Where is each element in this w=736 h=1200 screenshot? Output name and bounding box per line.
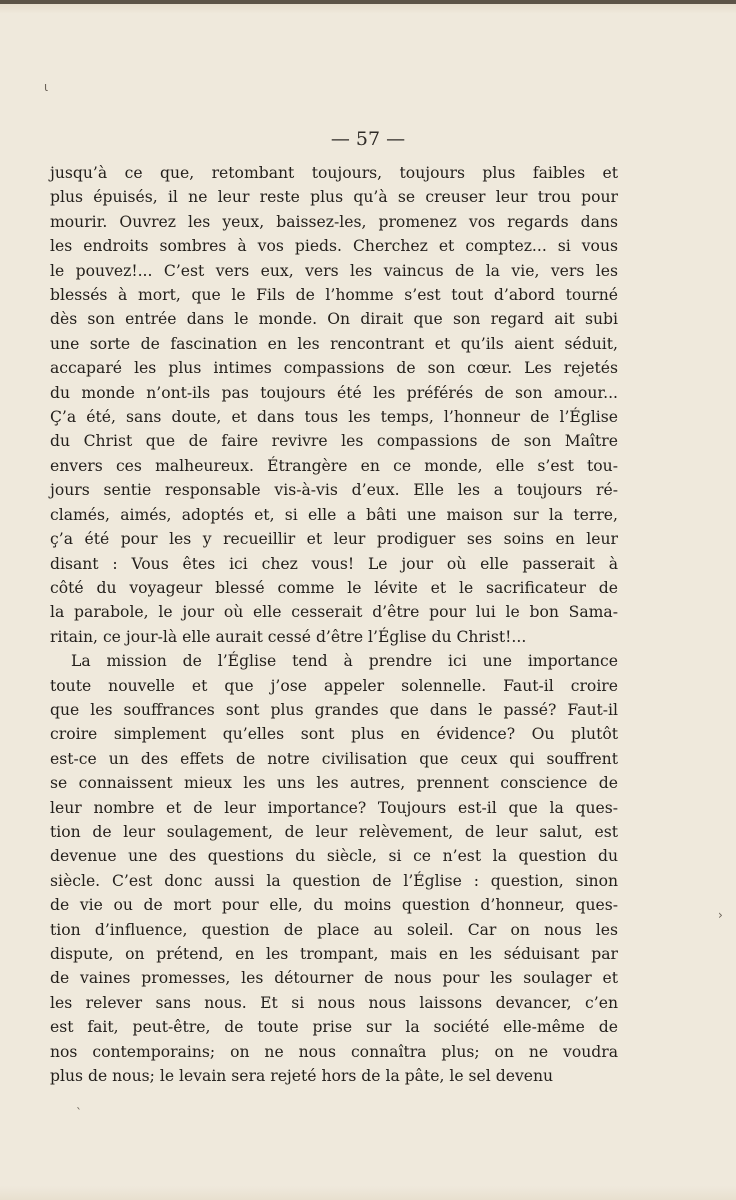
text-line: de vie ou de mort pour elle, du moins question d’honneur, ques- (50, 896, 618, 915)
text-line: mourir. Ouvrez les yeux, baissez-les, promenez vos regards dans (50, 212, 618, 231)
text-line: les endroits sombres à vos pieds. Cherchez et comptez... si vous (50, 237, 618, 256)
text-line: le pouvez!... C’est vers eux, vers les vaincus de la vie, vers les (50, 261, 618, 280)
text-line: que les souffrances sont plus grandes que dans le passé? Faut-il (50, 700, 618, 719)
text-line: tion de leur soulagement, de leur relèvement, de leur salut, est (50, 822, 618, 841)
text-line: accaparé les plus intimes compassions de son cœur. Les rejetés (50, 359, 618, 378)
text-line: plus épuisés, il ne leur reste plus qu’à se creuser leur trou pour (50, 188, 618, 207)
text-line: devenue une des questions du siècle, si ce n’est la question du (50, 847, 618, 866)
text-line: jusqu’à ce que, retombant toujours, toujours plus faibles et (50, 164, 618, 182)
text-line: leur nombre et de leur importance? Toujours est-il que la ques- (50, 798, 618, 817)
text-line: est-ce un des effets de notre civilisation que ceux qui souffrent (50, 749, 618, 768)
text-line: du monde n’ont-ils pas toujours été les préférés de son amour... (50, 383, 618, 402)
text-line: clamés, aimés, adoptés et, si elle a bâti une maison sur la terre, (50, 505, 618, 524)
text-line: ritain, ce jour-là elle aurait cessé d’être l’Église du Christ!... (50, 627, 527, 646)
text-line: du Christ que de faire revivre les compassions de son Maître (50, 432, 618, 451)
text-line: tion d’influence, question de place au soleil. Car on nous les (50, 920, 618, 939)
text-line: dès son entrée dans le monde. On dirait que son regard ait subi (50, 310, 618, 329)
text-line: siècle. C’est donc aussi la question de l’Église : question, sinon (50, 871, 618, 890)
body-text (50, 161, 618, 1088)
text-line: croire simplement qu’elles sont plus en évidence? Ou plutôt (50, 725, 618, 744)
text-line: disant : Vous êtes ici chez vous! Le jour où elle passerait à (50, 554, 618, 573)
text-line: toute nouvelle et que j’ose appeler solennelle. Faut-il croire (50, 676, 618, 695)
text-line: une sorte de fascination en les rencontrant et qu’ils aient séduit, (50, 334, 618, 353)
text-line: blessés à mort, que le Fils de l’homme s’est tout d’abord tourné (50, 286, 618, 305)
stray-mark: ˋ (76, 1106, 82, 1120)
text-line: envers ces malheureux. Étrangère en ce monde, elle s’est tou- (50, 456, 618, 475)
text-line: se connaissent mieux les uns les autres, prennent conscience de (50, 774, 618, 793)
text-line: de vaines promesses, les détourner de nous pour les soulager et (50, 969, 618, 988)
text-line: dispute, on prétend, en les trompant, mais en les séduisant par (50, 945, 618, 963)
text-line: ç’a été pour les y recueillir et leur prodiguer ses soins en leur (50, 530, 618, 549)
text-line: plus de nous; le levain sera rejeté hors de la pâte, le sel devenu (50, 1067, 554, 1086)
text-line: nos contemporains; on ne nous connaîtra plus; on ne voudra (50, 1042, 618, 1061)
text-line: les relever sans nous. Et si nous nous laissons devancer, c’en (50, 993, 618, 1012)
text-line: est fait, peut-être, de toute prise sur la société elle-même de (50, 1018, 618, 1037)
text-line: jours sentie responsable vis-à-vis d’eux. Elle les a toujours ré- (50, 481, 618, 500)
text-line: La mission de l’Église tend à prendre ici une importance (71, 652, 618, 671)
page-top-edge (0, 0, 736, 4)
stray-mark: ι (44, 80, 49, 94)
text-line: Ç’a été, sans doute, et dans tous les temps, l’honneur de l’Église (50, 408, 618, 427)
page-number: — 57 — (330, 128, 406, 150)
stray-mark: › (718, 908, 723, 922)
text-line: la parabole, le jour où elle cesserait d’être pour lui le bon Sama- (50, 603, 618, 622)
text-line: côté du voyageur blessé comme le lévite et le sacrificateur de (50, 578, 618, 597)
